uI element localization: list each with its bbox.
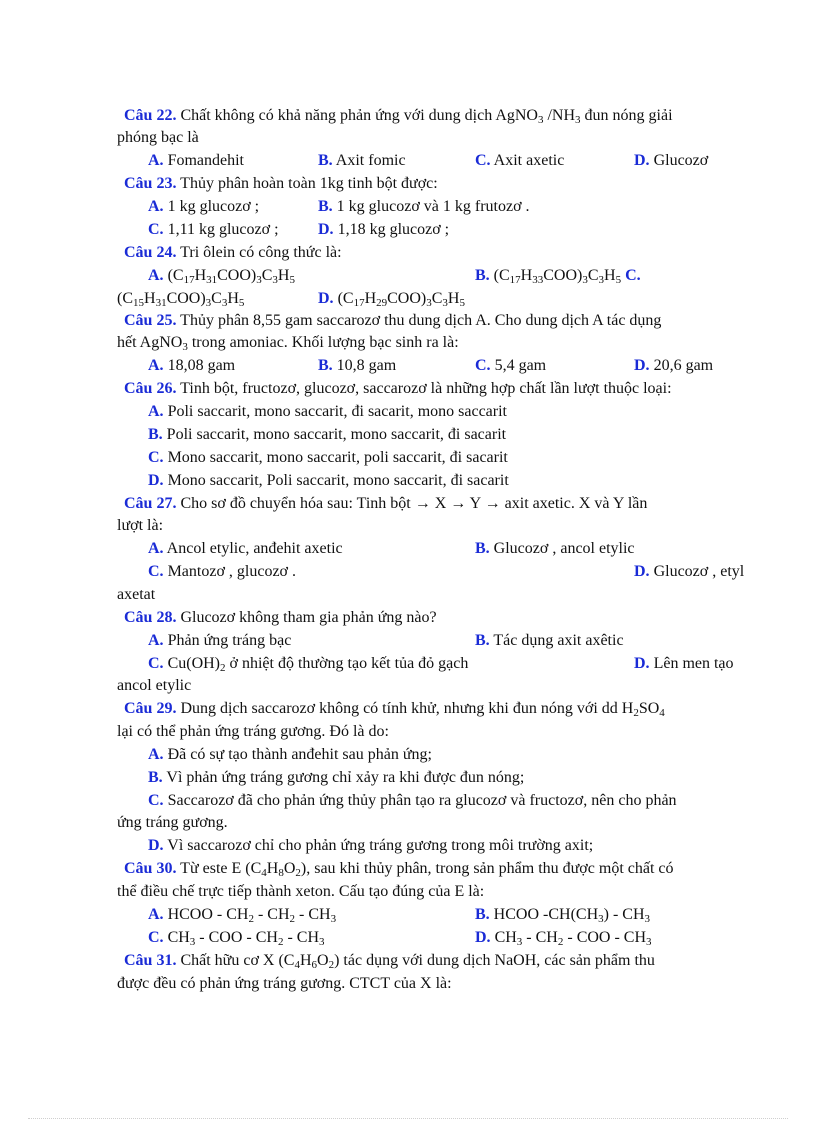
text-span: Vì saccarozơ chỉ cho phản ứng tráng gương trong môi trường axit; <box>163 837 594 854</box>
option-a <box>148 904 336 926</box>
text-span: H <box>277 267 290 284</box>
subscript: 3 <box>189 936 196 948</box>
text-span: lại có thể phản ứng tráng gương. Đó là do: <box>117 723 389 740</box>
subscript: 2 <box>295 867 301 879</box>
text-span: Glucozơ không tham gia phản ứng nào? <box>176 609 437 626</box>
text-span: Y <box>466 495 485 512</box>
option-a <box>148 630 291 652</box>
text-span: 1,18 kg glucozơ ; <box>333 221 450 238</box>
subscript: 17 <box>183 274 195 286</box>
question-label: Câu 24. <box>124 244 177 261</box>
text-span: /NH <box>543 107 576 124</box>
subscript: 8 <box>278 867 284 879</box>
text-span: Axit axetic <box>490 152 565 169</box>
option-label: A. <box>148 357 164 374</box>
subscript: 3 <box>575 114 581 126</box>
option-b <box>318 355 396 377</box>
option-label: A. <box>148 152 164 169</box>
option-d-cont <box>117 675 191 697</box>
text-span: Thủy phân hoàn toàn 1kg tinh bột được: <box>176 175 438 192</box>
option-b <box>475 538 635 560</box>
option-c <box>148 790 677 812</box>
option-label: D. <box>475 929 491 946</box>
page-bottom-divider <box>28 1118 788 1119</box>
question-22 <box>124 105 673 127</box>
subscript: 3 <box>598 913 604 925</box>
option-label: C. <box>148 929 164 946</box>
subscript: 2 <box>248 913 254 925</box>
arrow-right-icon: → <box>484 495 501 512</box>
option-label: B. <box>148 426 163 443</box>
option-label: B. <box>475 906 490 923</box>
text-span: - CH <box>253 906 290 923</box>
option-c <box>148 447 508 469</box>
question-27-cont <box>117 515 163 537</box>
text-span: trong amoniac. Khối lượng bạc sinh ra là: <box>187 334 459 351</box>
question-label: Câu 22. <box>124 107 177 124</box>
text-span: 5,4 gam <box>490 357 547 374</box>
subscript: 2 <box>557 936 564 948</box>
option-d <box>475 927 652 949</box>
subscript: 31 <box>206 274 218 286</box>
subscript: 3 <box>644 913 651 925</box>
option-a <box>148 196 259 218</box>
text-span: CH <box>163 929 190 946</box>
text-span: 10,8 gam <box>332 357 397 374</box>
text-span: Axit fomic <box>332 152 406 169</box>
subscript: 5 <box>615 274 622 286</box>
text-span: HCOO - CH <box>163 906 249 923</box>
text-span: 1 kg glucozơ và 1 kg frutozơ . <box>332 198 530 215</box>
text-span: X <box>430 495 451 512</box>
text-span: Poli saccarit, mono saccarit, đi sacarit, mono saccarit <box>163 403 507 420</box>
subscript: 3 <box>182 341 188 353</box>
subscript: 15 <box>133 297 144 309</box>
option-label: A. <box>148 403 164 420</box>
text-span: Saccarozơ đã cho phản ứng thủy phân tạo ra glucozơ và fructozơ, nên cho phản <box>163 792 677 809</box>
text-span: O <box>317 952 329 969</box>
option-d <box>634 561 744 583</box>
question-24 <box>124 242 342 264</box>
subscript: 5 <box>289 274 295 286</box>
option-label: A. <box>148 746 164 763</box>
question-25 <box>124 310 661 332</box>
text-span: thể điều chế trực tiếp thành xeton. Cấu tạo đúng của E là: <box>117 883 485 900</box>
text-span: Thủy phân 8,55 gam saccarozơ thu dung dịch A. Cho dung dịch A tác dụng <box>176 312 662 329</box>
option-c <box>475 355 546 377</box>
text-span: Fomandehit <box>163 152 244 169</box>
subscript: 3 <box>582 274 588 286</box>
text-span: Cho sơ đồ chuyển hóa sau: Tinh bột <box>176 495 415 512</box>
subscript: 4 <box>659 707 665 719</box>
option-d <box>634 653 734 675</box>
question-label: Câu 28. <box>124 609 177 626</box>
subscript: 3 <box>598 274 605 286</box>
text-span: Vì phản ứng tráng gương chỉ xảy ra khi được đun nóng; <box>162 769 525 786</box>
subscript: 2 <box>277 936 284 948</box>
subscript: 6 <box>311 959 318 971</box>
option-label: D. <box>148 837 164 854</box>
subscript: 31 <box>155 297 167 309</box>
text-span: Tinh bột, fructozơ, glucozơ, saccarozơ là những hợp chất lần lượt thuộc loại: <box>176 380 672 397</box>
text-span: CH <box>490 929 517 946</box>
text-span: H <box>144 290 156 307</box>
question-23 <box>124 173 438 195</box>
option-d <box>318 288 465 310</box>
text-span: COO) <box>166 290 206 307</box>
question-31-cont <box>117 973 452 995</box>
option-d <box>634 355 713 377</box>
option-label: D. <box>318 290 334 307</box>
subscript: 17 <box>353 297 365 309</box>
subscript: 4 <box>261 867 267 879</box>
text-span: ancol etylic <box>117 677 192 694</box>
text-span: - COO - CH <box>195 929 278 946</box>
subscript: 4 <box>294 959 300 971</box>
text-span: 20,6 gam <box>649 357 714 374</box>
question-text: Chất không có khả năng phản ứng với dung dịch AgNO <box>176 107 538 124</box>
option-b <box>148 424 506 446</box>
text-span: Ancol etylic, anđehit axetic <box>163 540 343 557</box>
option-b <box>148 767 524 789</box>
text-span: C <box>587 267 599 284</box>
option-a <box>148 265 295 287</box>
text-span: H <box>299 952 312 969</box>
option-a <box>148 355 235 377</box>
question-29-cont <box>117 721 389 743</box>
subscript: 3 <box>537 114 544 126</box>
option-label: A. <box>148 906 164 923</box>
option-c <box>117 288 244 310</box>
option-label: B. <box>475 540 490 557</box>
option-label: D. <box>634 655 650 672</box>
option-label: D. <box>634 563 650 580</box>
option-label: B. <box>318 198 333 215</box>
option-c <box>148 561 296 583</box>
text-span: ứng tráng gương. <box>117 814 228 831</box>
text-span: H <box>364 290 377 307</box>
text-span: ở nhiệt độ thường tạo kết tủa đỏ gạch <box>225 655 469 672</box>
text-span: - CH <box>522 929 558 946</box>
text-span: - CH <box>295 906 331 923</box>
subscript: 5 <box>459 297 465 309</box>
text-span: Mono saccarit, Poli saccarit, mono saccarit, đi sacarit <box>163 472 509 489</box>
question-22-cont <box>117 127 199 149</box>
subscript: 3 <box>272 274 278 286</box>
text-span: Từ este E (C <box>176 860 262 877</box>
option-d <box>148 835 593 857</box>
text-span: H <box>194 267 207 284</box>
text-span: O <box>283 860 296 877</box>
text-span: (C <box>333 290 354 307</box>
subscript: 5 <box>238 297 245 309</box>
text-span: đun nóng giải <box>580 107 673 124</box>
option-label: D. <box>318 221 334 238</box>
option-label: A. <box>148 198 164 215</box>
text-span: 1 kg glucozơ ; <box>163 198 260 215</box>
option-label: B. <box>318 357 333 374</box>
subscript: 3 <box>221 297 228 309</box>
option-c <box>148 653 468 675</box>
subscript: 3 <box>256 274 262 286</box>
question-27 <box>124 493 647 515</box>
option-a <box>148 744 432 766</box>
option-a <box>148 538 343 560</box>
option-label: C. <box>475 152 491 169</box>
text-span: Cu(OH) <box>163 655 220 672</box>
subscript: 3 <box>330 913 337 925</box>
option-label: B. <box>318 152 333 169</box>
subscript: 29 <box>376 297 388 309</box>
subscript: 3 <box>426 297 432 309</box>
text-span: HCOO -CH(CH <box>489 906 599 923</box>
arrow-right-icon: → <box>450 495 467 512</box>
text-span: - COO - CH <box>563 929 647 946</box>
text-span: H <box>604 267 616 284</box>
text-span: COO) <box>387 290 427 307</box>
subscript: 17 <box>509 274 521 286</box>
option-label: C. <box>148 655 164 672</box>
subscript: 2 <box>328 959 335 971</box>
option-c <box>475 150 564 172</box>
text-span: phóng bạc là <box>117 129 199 146</box>
text-span: Phản ứng tráng bạc <box>163 632 292 649</box>
option-label: D. <box>634 152 650 169</box>
option-label: D. <box>634 357 650 374</box>
text-span: Glucozơ <box>649 152 709 169</box>
option-b <box>318 196 530 218</box>
question-25-cont <box>117 332 459 354</box>
text-span: Mono saccarit, mono saccarit, poli saccarit, đi sacarit <box>163 449 508 466</box>
text-span: H <box>520 267 533 284</box>
text-span: 18,08 gam <box>163 357 236 374</box>
option-c <box>148 219 279 241</box>
subscript: 2 <box>633 707 639 719</box>
text-span: (C <box>163 267 184 284</box>
text-span: (C <box>117 290 133 307</box>
option-d <box>634 150 708 172</box>
subscript: 3 <box>646 936 652 948</box>
subscript: 3 <box>205 297 212 309</box>
arrow-right-icon: → <box>414 495 431 512</box>
subscript: 33 <box>532 274 544 286</box>
option-label: A. <box>148 540 164 557</box>
text-span: Dung dịch saccarozơ không có tính khử, nhưng khi đun nóng với dd H <box>176 700 634 717</box>
text-span: ) tác dụng với dung dịch NaOH, các sản phẩm thu <box>334 952 655 969</box>
question-label: Câu 29. <box>124 700 177 717</box>
option-b <box>475 265 641 287</box>
option-d <box>148 470 509 492</box>
option-label: B. <box>475 267 490 284</box>
option-label: A. <box>148 632 164 649</box>
text-span: Poli saccarit, mono saccarit, mono saccarit, đi sacarit <box>162 426 507 443</box>
question-label: Câu 30. <box>124 860 177 877</box>
question-30-cont <box>117 881 484 903</box>
text-span: Chất hữu cơ X (C <box>176 952 295 969</box>
subscript: 3 <box>319 936 325 948</box>
question-label: Câu 31. <box>124 952 177 969</box>
option-label: C. <box>148 792 164 809</box>
question-28 <box>124 607 437 629</box>
subscript: 2 <box>220 662 226 674</box>
text-span: được đều có phản ứng tráng gương. CTCT của X là: <box>117 975 452 992</box>
text-span: COO) <box>543 267 583 284</box>
option-c <box>148 927 325 949</box>
option-label: C. <box>148 449 164 466</box>
text-span: Tri ôlein có công thức là: <box>176 244 342 261</box>
option-label: D. <box>148 472 164 489</box>
option-label: A. <box>148 267 164 284</box>
text-span: Glucozơ , ancol etylic <box>489 540 635 557</box>
question-label: Câu 25. <box>124 312 177 329</box>
option-label: C. <box>148 221 164 238</box>
question-26 <box>124 378 672 400</box>
text-span: axit axetic. X và Y lần <box>500 495 648 512</box>
text-span: H <box>266 860 279 877</box>
text-span: H <box>227 290 239 307</box>
text-span: SO <box>638 700 660 717</box>
subscript: 2 <box>289 913 296 925</box>
text-span: ) - CH <box>603 906 645 923</box>
option-d <box>318 219 449 241</box>
question-30 <box>124 858 674 880</box>
option-c-label: C. <box>625 267 641 284</box>
text-span: COO) <box>217 267 257 284</box>
question-31 <box>124 950 655 972</box>
text-span: C <box>261 267 273 284</box>
text-span: 1,11 kg glucozơ ; <box>163 221 279 238</box>
text-span: axetat <box>117 586 156 603</box>
option-label: C. <box>475 357 491 374</box>
text-span: hết AgNO <box>117 334 183 351</box>
option-label: B. <box>148 769 163 786</box>
question-label: Câu 23. <box>124 175 177 192</box>
text-span: (C <box>489 267 510 284</box>
text-span: - CH <box>283 929 320 946</box>
text-span: C <box>431 290 443 307</box>
option-a <box>148 401 507 423</box>
text-span: Lên men tạo <box>649 655 734 672</box>
question-29 <box>124 698 665 720</box>
text-span: lượt là: <box>117 517 164 534</box>
text-span: ), sau khi thủy phân, trong sản phẩm thu được một chất có <box>300 860 674 877</box>
text-span: H <box>447 290 460 307</box>
text-span: Tác dụng axit axêtic <box>489 632 624 649</box>
option-b <box>318 150 406 172</box>
question-label: Câu 27. <box>124 495 177 512</box>
option-label: C. <box>148 563 164 580</box>
subscript: 3 <box>516 936 523 948</box>
option-c-cont <box>117 812 228 834</box>
option-a <box>148 150 244 172</box>
option-label: B. <box>475 632 490 649</box>
option-b <box>475 630 624 652</box>
question-label: Câu 26. <box>124 380 177 397</box>
subscript: 3 <box>442 297 448 309</box>
text-span: C <box>211 290 222 307</box>
option-d-cont <box>117 584 155 606</box>
text-span: Glucozơ , etyl <box>649 563 745 580</box>
text-span: Đã có sự tạo thành anđehit sau phản ứng; <box>163 746 432 763</box>
text-span: Mantozơ , glucozơ . <box>163 563 297 580</box>
option-b <box>475 904 650 926</box>
